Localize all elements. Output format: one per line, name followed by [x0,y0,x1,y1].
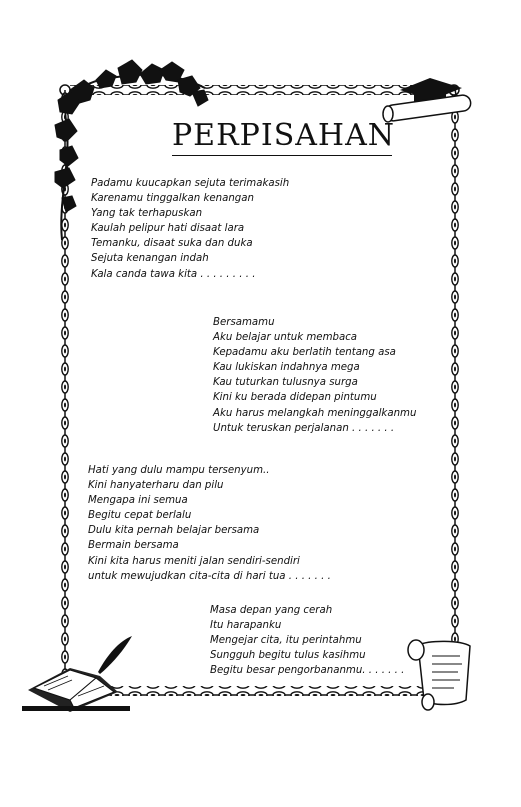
poem-line: Kau tuturkan tulusnya surga [213,377,358,389]
border-top [70,85,430,95]
poem-line: Masa depan yang cerah [210,605,333,616]
poem-line: Kau lukiskan indahnya mega [213,362,360,374]
poem-line: Bersamamu [213,317,275,328]
poem-line: Sungguh begitu tulus kasihmu [210,650,366,662]
poem-line: Kepadamu aku berlatih tentang asa [213,347,396,359]
poem-title: PERPISAHAN [172,118,392,156]
open-book-quill-icon [22,636,132,712]
border-right [449,95,459,655]
poem-line: Dulu kita pernah belajar bersama [88,525,260,537]
poem-line: Karenamu tinggalkan kenangan [91,193,254,205]
poem-line: Kini hanyaterharu dan pilu [88,480,224,492]
poem-line: Aku belajar untuk membaca [213,332,358,344]
poem-line: Mengapa ini semua [88,495,188,507]
stanza-4 [210,603,404,678]
poem-line: Kala canda tawa kita . . . . . . . . . [91,268,256,280]
poem-line: Sejuta kenangan indah [91,253,209,265]
border-bottom [90,686,440,696]
poem-line: untuk mewujudkan cita-cita di hari tua . . . . . . . [88,570,331,582]
poem-line: Untuk teruskan perjalanan . . . . . . . [213,422,395,434]
poem-line: Begitu cepat berlalu [88,510,192,522]
poem-line: Temanku, disaat suka dan duka [91,238,253,250]
poem-line: Mengejar cita, itu perintahmu [210,635,362,647]
poem-line: Hati yang dulu mampu tersenyum.. [88,465,270,476]
poem-line: Bermain bersama [88,540,179,552]
poem-line: Begitu besar pengorbananmu. . . . . . . [210,665,405,677]
poem-line: Padamu kuucapkan sejuta terimakasih [91,178,290,189]
poem-line: Yang tak terhapuskan [91,208,203,220]
poem-line: Aku harus melangkah meninggalkanmu [213,407,417,419]
stanza-3 [88,463,331,584]
scroll-letter-icon [408,640,470,710]
poem-line: Kini kita harus meniti jalan sendiri-sendiri [88,555,300,567]
poem-line: Itu harapanku [210,620,282,632]
stanza-2 [213,315,416,436]
poem-line: Kaulah pelipur hati disaat lara [91,223,245,235]
stanza-1 [91,176,289,282]
poem-line: Kini ku berada didepan pintumu [213,392,377,404]
